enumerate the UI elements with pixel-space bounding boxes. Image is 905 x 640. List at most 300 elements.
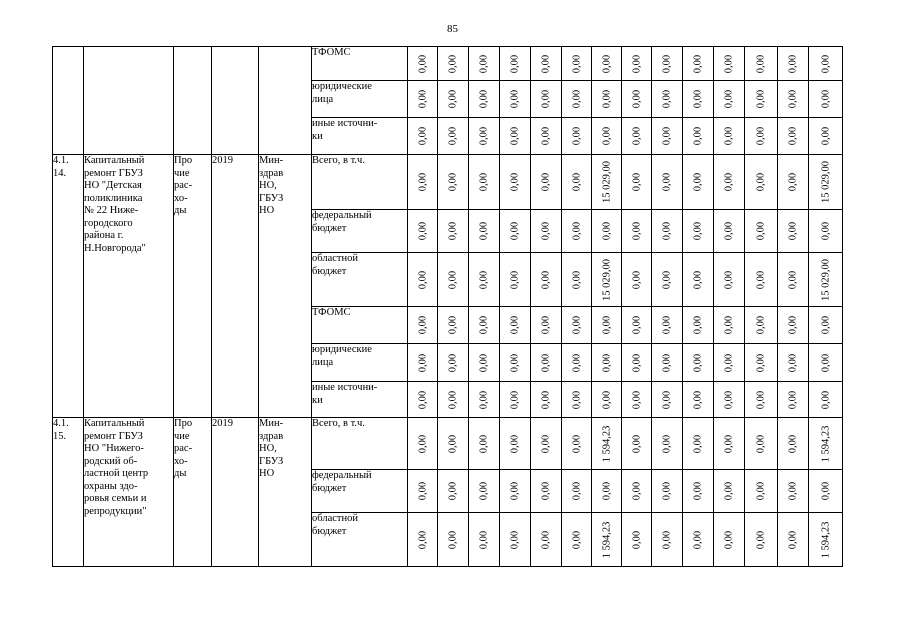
value-text: 0,00 <box>631 54 642 73</box>
value-text: 0,00 <box>509 390 521 409</box>
value-text: 0,00 <box>820 54 831 73</box>
value-cell <box>652 253 683 307</box>
value-text: 0,00 <box>478 172 490 192</box>
value-text: 0,00 <box>509 530 521 549</box>
value-cell <box>714 155 745 210</box>
value-text: 0,00 <box>723 353 735 372</box>
value-text: 0,00 <box>509 434 521 453</box>
value-text: 0,00 <box>755 315 767 335</box>
value-cell <box>562 155 592 210</box>
value-text: 0,00 <box>692 126 704 146</box>
value-cell <box>745 81 778 118</box>
value-text: 0,00 <box>661 530 673 549</box>
value-text: 0,00 <box>755 221 767 241</box>
value-text: 0,00 <box>571 270 582 289</box>
value-text: 0,00 <box>447 221 459 241</box>
value-cell <box>622 155 652 210</box>
value-cell <box>562 382 592 418</box>
funding-source: иные источни- ки <box>312 382 408 418</box>
value-cell <box>562 81 592 118</box>
value-cell <box>438 47 469 81</box>
value-cell <box>745 47 778 81</box>
value-cell <box>500 513 531 567</box>
value-cell <box>683 513 714 567</box>
value-cell <box>500 344 531 382</box>
value-text: 0,00 <box>755 126 767 146</box>
value-cell <box>531 470 562 513</box>
value-cell <box>683 253 714 307</box>
value-text: 0,00 <box>723 481 735 501</box>
value-text: 0,00 <box>820 315 831 335</box>
value-cell <box>683 47 714 81</box>
value-text: 0,00 <box>447 353 459 372</box>
value-text: 0,00 <box>447 315 459 335</box>
value-cell <box>809 344 843 382</box>
value-text: 0,00 <box>417 481 428 501</box>
value-text: 0,00 <box>417 530 428 549</box>
value-text: 0,00 <box>540 172 552 192</box>
value-cell <box>652 344 683 382</box>
expense-category: Про чие рас- хо- ды <box>174 155 212 418</box>
value-cell <box>408 382 438 418</box>
value-cell <box>500 470 531 513</box>
value-cell <box>438 81 469 118</box>
value-cell <box>500 253 531 307</box>
value-text: 0,00 <box>631 270 642 289</box>
value-cell <box>778 470 809 513</box>
value-text: 0,00 <box>417 390 428 409</box>
value-text: 0,00 <box>631 390 642 409</box>
value-cell <box>809 47 843 81</box>
value-cell <box>408 47 438 81</box>
value-text: 0,00 <box>755 172 767 192</box>
value-text: 0,00 <box>787 54 799 73</box>
value-text: 0,00 <box>540 221 552 241</box>
value-text: 0,00 <box>692 390 704 409</box>
value-cell <box>778 382 809 418</box>
funding-source: иные источни- ки <box>312 118 408 155</box>
value-text: 0,00 <box>417 126 428 146</box>
value-text: 0,00 <box>601 89 612 109</box>
value-cell <box>562 253 592 307</box>
value-cell <box>562 513 592 567</box>
value-cell <box>652 382 683 418</box>
value-text: 0,00 <box>447 172 459 192</box>
value-text: 0,00 <box>787 353 799 372</box>
value-cell <box>562 470 592 513</box>
value-cell <box>531 47 562 81</box>
value-cell <box>469 47 500 81</box>
value-text: 0,00 <box>540 530 552 549</box>
value-text: 0,00 <box>601 353 612 372</box>
value-cell <box>714 344 745 382</box>
value-text: 0,00 <box>661 481 673 501</box>
value-text: 0,00 <box>820 221 831 241</box>
value-text: 0,00 <box>478 54 490 73</box>
value-text: 0,00 <box>571 481 582 501</box>
value-text: 0,00 <box>692 221 704 241</box>
value-text: 0,00 <box>478 221 490 241</box>
value-cell <box>622 418 652 470</box>
value-cell <box>778 253 809 307</box>
value-text: 0,00 <box>478 89 490 109</box>
value-cell <box>562 118 592 155</box>
value-text: 0,00 <box>723 89 735 109</box>
value-text: 0,00 <box>787 530 799 549</box>
value-text: 1 594,23 <box>601 425 612 462</box>
value-cell <box>531 253 562 307</box>
value-text: 0,00 <box>787 89 799 109</box>
value-cell <box>652 307 683 344</box>
value-text: 0,00 <box>509 89 521 109</box>
value-cell <box>592 81 622 118</box>
value-text: 0,00 <box>478 315 490 335</box>
value-cell <box>500 118 531 155</box>
value-text: 0,00 <box>509 54 521 73</box>
value-cell <box>745 155 778 210</box>
funding-source: Всего, в т.ч. <box>312 155 408 210</box>
item-year: 2019 <box>212 155 259 418</box>
value-text: 0,00 <box>601 54 612 73</box>
value-text: 0,00 <box>631 481 642 501</box>
value-text: 0,00 <box>787 315 799 335</box>
value-text: 0,00 <box>417 172 428 192</box>
value-text: 0,00 <box>447 481 459 501</box>
funding-source: Всего, в т.ч. <box>312 418 408 470</box>
value-cell <box>592 155 622 210</box>
value-text: 15 029,00 <box>601 258 612 301</box>
value-text: 0,00 <box>447 390 459 409</box>
value-text: 0,00 <box>723 390 735 409</box>
value-cell <box>469 118 500 155</box>
value-text: 0,00 <box>723 172 735 192</box>
value-text: 0,00 <box>723 126 735 146</box>
value-text: 0,00 <box>509 270 521 289</box>
funding-source: областной бюджет <box>312 513 408 567</box>
value-cell <box>652 418 683 470</box>
value-cell <box>745 470 778 513</box>
value-cell <box>408 81 438 118</box>
value-cell <box>778 118 809 155</box>
value-text: 0,00 <box>601 315 612 335</box>
value-text: 0,00 <box>417 270 428 289</box>
value-cell <box>714 382 745 418</box>
value-cell <box>652 210 683 253</box>
value-text: 0,00 <box>692 54 704 73</box>
value-text: 0,00 <box>447 54 459 73</box>
value-cell <box>683 382 714 418</box>
value-text: 0,00 <box>631 172 642 192</box>
value-text: 0,00 <box>661 126 673 146</box>
value-cell <box>438 344 469 382</box>
value-text: 0,00 <box>787 390 799 409</box>
value-cell <box>469 81 500 118</box>
value-cell <box>778 418 809 470</box>
value-text: 0,00 <box>661 89 673 109</box>
value-cell <box>622 513 652 567</box>
value-text: 0,00 <box>631 434 642 453</box>
value-text: 0,00 <box>571 390 582 409</box>
item-year <box>212 47 259 155</box>
value-cell <box>809 382 843 418</box>
value-cell <box>469 382 500 418</box>
value-text: 0,00 <box>820 89 831 109</box>
value-cell <box>778 307 809 344</box>
funding-source: юридические лица <box>312 81 408 118</box>
value-text: 0,00 <box>692 481 704 501</box>
funding-source: областной бюджет <box>312 253 408 307</box>
value-text: 0,00 <box>540 390 552 409</box>
value-text: 0,00 <box>692 434 704 453</box>
value-text: 0,00 <box>417 54 428 73</box>
value-cell <box>592 382 622 418</box>
value-cell <box>408 253 438 307</box>
value-cell <box>531 81 562 118</box>
value-text: 0,00 <box>755 530 767 549</box>
value-cell <box>438 210 469 253</box>
value-text: 0,00 <box>509 221 521 241</box>
value-text: 0,00 <box>787 434 799 453</box>
value-text: 0,00 <box>417 315 428 335</box>
value-cell <box>592 118 622 155</box>
value-cell <box>500 81 531 118</box>
value-text: 0,00 <box>755 270 767 289</box>
value-cell <box>622 253 652 307</box>
value-text: 0,00 <box>692 530 704 549</box>
value-text: 0,00 <box>478 390 490 409</box>
value-text: 15 029,00 <box>820 161 831 203</box>
value-cell <box>408 513 438 567</box>
value-cell <box>438 382 469 418</box>
value-cell <box>531 118 562 155</box>
value-cell <box>562 418 592 470</box>
item-executor: Мин- здрав НО, ГБУЗ НО <box>259 155 312 418</box>
item-number: 4.1. 15. <box>53 418 84 567</box>
value-cell <box>592 418 622 470</box>
value-text: 0,00 <box>509 353 521 372</box>
value-text: 0,00 <box>601 481 612 501</box>
value-cell <box>531 210 562 253</box>
value-text: 0,00 <box>540 434 552 453</box>
value-text: 0,00 <box>571 172 582 192</box>
value-text: 0,00 <box>571 221 582 241</box>
value-cell <box>592 210 622 253</box>
value-cell <box>714 418 745 470</box>
value-cell <box>531 155 562 210</box>
value-cell <box>622 210 652 253</box>
value-text: 0,00 <box>571 315 582 335</box>
value-text: 0,00 <box>755 481 767 501</box>
value-text: 0,00 <box>723 221 735 241</box>
value-cell <box>714 47 745 81</box>
value-text: 0,00 <box>631 126 642 146</box>
value-text: 0,00 <box>571 54 582 73</box>
item-number: 4.1. 14. <box>53 155 84 418</box>
value-cell <box>408 470 438 513</box>
value-text: 0,00 <box>417 434 428 453</box>
value-text: 0,00 <box>661 315 673 335</box>
value-cell <box>745 253 778 307</box>
value-cell <box>745 210 778 253</box>
value-text: 0,00 <box>447 434 459 453</box>
value-cell <box>622 81 652 118</box>
expense-category <box>174 47 212 155</box>
value-cell <box>531 307 562 344</box>
value-cell <box>683 81 714 118</box>
value-cell <box>714 210 745 253</box>
value-cell <box>500 418 531 470</box>
value-text: 0,00 <box>571 434 582 453</box>
value-cell <box>809 307 843 344</box>
value-cell <box>809 155 843 210</box>
value-text: 0,00 <box>478 434 490 453</box>
value-text: 0,00 <box>601 126 612 146</box>
value-cell <box>809 81 843 118</box>
value-text: 0,00 <box>478 270 490 289</box>
value-cell <box>500 307 531 344</box>
value-text: 0,00 <box>478 530 490 549</box>
value-text: 0,00 <box>571 353 582 372</box>
value-text: 0,00 <box>540 353 552 372</box>
funding-source: федеральный бюджет <box>312 210 408 253</box>
value-cell <box>622 470 652 513</box>
value-cell <box>500 155 531 210</box>
value-text: 0,00 <box>820 353 831 372</box>
value-text: 0,00 <box>478 126 490 146</box>
value-text: 0,00 <box>661 434 673 453</box>
value-cell <box>469 513 500 567</box>
value-cell <box>438 155 469 210</box>
value-text: 0,00 <box>509 481 521 501</box>
page-number: 85 <box>447 23 458 35</box>
value-text: 0,00 <box>540 89 552 109</box>
value-cell <box>622 382 652 418</box>
item-name <box>84 47 174 155</box>
item-name: Капитальный ремонт ГБУЗ НО "Детская поликлиника № 22 Ниже- городского района г. Н.Новгорода" <box>84 155 174 418</box>
value-text: 0,00 <box>661 221 673 241</box>
value-cell <box>469 470 500 513</box>
value-cell <box>438 470 469 513</box>
value-cell <box>714 81 745 118</box>
value-text: 0,00 <box>755 390 767 409</box>
value-cell <box>683 344 714 382</box>
value-text: 0,00 <box>820 126 831 146</box>
item-executor: Мин- здрав НО, ГБУЗ НО <box>259 418 312 567</box>
value-text: 0,00 <box>692 172 704 192</box>
value-text: 0,00 <box>755 54 767 73</box>
value-text: 0,00 <box>661 390 673 409</box>
value-cell <box>652 118 683 155</box>
value-cell <box>408 307 438 344</box>
value-cell <box>469 155 500 210</box>
value-text: 0,00 <box>787 270 799 289</box>
value-cell <box>408 118 438 155</box>
value-cell <box>778 47 809 81</box>
value-text: 0,00 <box>447 89 459 109</box>
value-text: 0,00 <box>661 353 673 372</box>
item-number <box>53 47 84 155</box>
value-cell <box>438 307 469 344</box>
funding-source: юридические лица <box>312 344 408 382</box>
value-text: 0,00 <box>631 315 642 335</box>
value-text: 0,00 <box>723 54 735 73</box>
value-cell <box>683 155 714 210</box>
value-text: 0,00 <box>787 221 799 241</box>
value-cell <box>622 307 652 344</box>
value-text: 0,00 <box>478 481 490 501</box>
value-cell <box>683 118 714 155</box>
value-cell <box>778 210 809 253</box>
value-text: 0,00 <box>787 126 799 146</box>
value-cell <box>408 344 438 382</box>
item-executor <box>259 47 312 155</box>
value-cell <box>408 155 438 210</box>
table-row <box>53 47 843 81</box>
value-text: 0,00 <box>661 270 673 289</box>
value-cell <box>652 155 683 210</box>
value-cell <box>809 470 843 513</box>
value-text: 0,00 <box>571 530 582 549</box>
value-text: 0,00 <box>631 530 642 549</box>
value-cell <box>622 344 652 382</box>
value-cell <box>745 307 778 344</box>
value-cell <box>592 344 622 382</box>
value-cell <box>714 253 745 307</box>
value-text: 0,00 <box>723 315 735 335</box>
value-cell <box>745 418 778 470</box>
value-cell <box>592 307 622 344</box>
value-cell <box>652 47 683 81</box>
value-cell <box>562 344 592 382</box>
value-text: 0,00 <box>571 126 582 146</box>
value-text: 0,00 <box>417 221 428 241</box>
value-cell <box>438 253 469 307</box>
value-text: 0,00 <box>601 390 612 409</box>
value-cell <box>500 210 531 253</box>
value-cell <box>408 210 438 253</box>
value-cell <box>809 418 843 470</box>
value-cell <box>531 513 562 567</box>
funding-source: федеральный бюджет <box>312 470 408 513</box>
value-cell <box>592 470 622 513</box>
value-cell <box>652 513 683 567</box>
value-cell <box>500 382 531 418</box>
value-cell <box>809 210 843 253</box>
value-text: 0,00 <box>571 89 582 109</box>
value-cell <box>809 513 843 567</box>
value-cell <box>683 210 714 253</box>
value-cell <box>745 513 778 567</box>
value-text: 0,00 <box>820 390 831 409</box>
value-cell <box>652 470 683 513</box>
item-year: 2019 <box>212 418 259 567</box>
value-cell <box>531 344 562 382</box>
value-text: 0,00 <box>755 353 767 372</box>
value-cell <box>778 81 809 118</box>
value-text: 1 594,23 <box>601 521 612 558</box>
value-cell <box>714 513 745 567</box>
value-text: 0,00 <box>661 54 673 73</box>
value-text: 0,00 <box>692 353 704 372</box>
expense-category: Про чие рас- хо- ды <box>174 418 212 567</box>
value-cell <box>469 418 500 470</box>
value-text: 0,00 <box>755 89 767 109</box>
value-text: 0,00 <box>661 172 673 192</box>
value-cell <box>778 155 809 210</box>
value-text: 0,00 <box>540 126 552 146</box>
value-cell <box>469 344 500 382</box>
value-cell <box>531 382 562 418</box>
